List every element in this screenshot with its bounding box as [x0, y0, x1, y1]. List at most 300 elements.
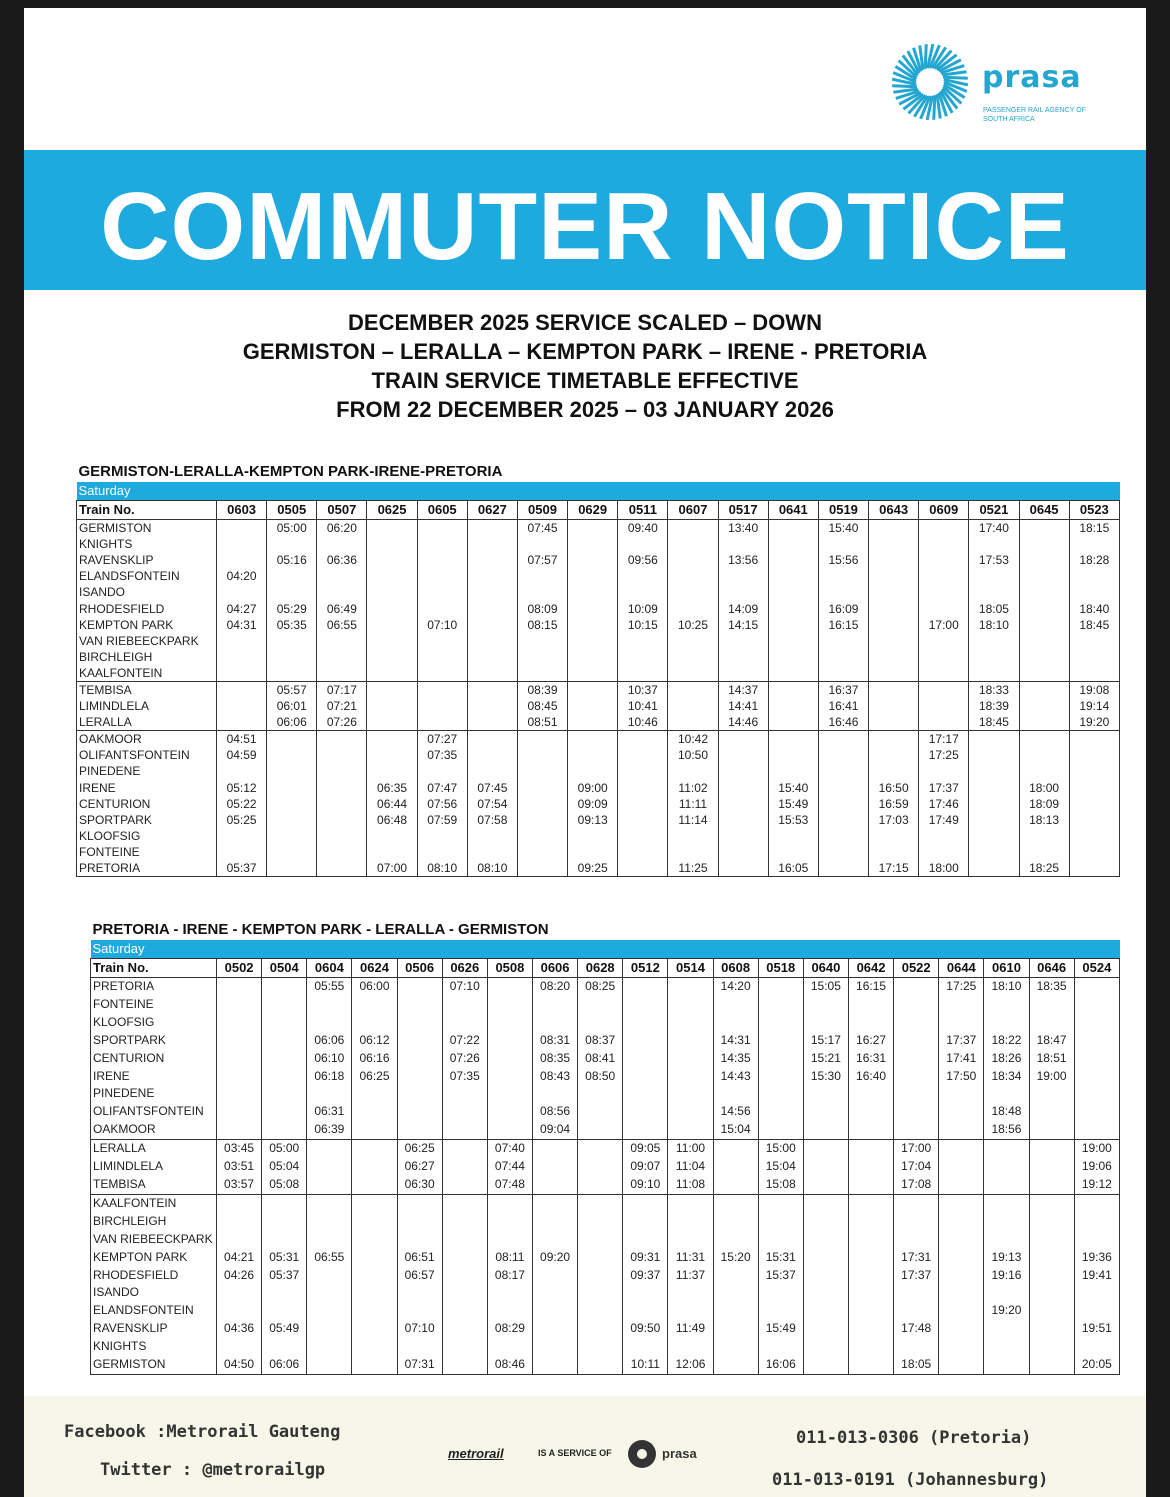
departure-time: 06:06: [307, 1032, 352, 1050]
table-row: [77, 780, 1120, 796]
departure-time: [352, 1320, 397, 1338]
departure-time: [718, 584, 768, 600]
departure-time: [317, 860, 367, 877]
departure-time: [618, 844, 668, 860]
departure-time: [984, 1014, 1029, 1032]
table-row: [91, 1284, 1120, 1302]
departure-time: [367, 552, 417, 568]
departure-time: [317, 780, 367, 796]
departure-time: [532, 1194, 577, 1212]
departure-time: 09:31: [623, 1249, 668, 1267]
departure-time: [307, 1267, 352, 1285]
departure-time: [623, 1194, 668, 1212]
departure-time: [1019, 828, 1069, 844]
departure-time: 07:10: [397, 1320, 442, 1338]
train-number: 0522: [894, 959, 939, 978]
departure-time: [919, 698, 969, 714]
departure-time: [532, 1338, 577, 1356]
departure-time: [487, 1231, 532, 1249]
departure-time: 06:55: [307, 1249, 352, 1267]
departure-time: [517, 780, 567, 796]
departure-time: [803, 1213, 848, 1231]
departure-time: [352, 1356, 397, 1374]
departure-time: [367, 698, 417, 714]
departure-time: [939, 1320, 984, 1338]
departure-time: [939, 1284, 984, 1302]
departure-time: [623, 1302, 668, 1320]
departure-time: [668, 1068, 713, 1086]
departure-time: [442, 1103, 487, 1121]
table-row: [77, 828, 1120, 844]
departure-time: [803, 1176, 848, 1194]
departure-time: [517, 763, 567, 779]
departure-time: 06:06: [267, 714, 317, 731]
departure-time: [939, 1158, 984, 1176]
station-name: OLIFANTSFONTEIN: [91, 1103, 217, 1121]
departure-time: [668, 665, 718, 682]
departure-time: [894, 1213, 939, 1231]
departure-time: 18:26: [984, 1050, 1029, 1068]
departure-time: 11:49: [668, 1320, 713, 1338]
departure-time: [578, 1194, 623, 1212]
departure-time: [517, 665, 567, 682]
departure-time: [397, 1050, 442, 1068]
departure-time: [262, 1014, 307, 1032]
departure-time: [1029, 1158, 1074, 1176]
departure-time: [442, 1176, 487, 1194]
subtitle-line: DECEMBER 2025 SERVICE SCALED – DOWN: [348, 310, 822, 335]
departure-time: [568, 714, 618, 731]
departure-time: [969, 860, 1019, 877]
departure-time: [467, 568, 517, 584]
departure-time: [1074, 1014, 1119, 1032]
departure-time: [1074, 1050, 1119, 1068]
station-name: ISANDO: [77, 584, 217, 600]
departure-time: 05:37: [217, 860, 267, 877]
departure-time: 16:15: [848, 978, 893, 996]
table-row: [91, 1176, 1120, 1194]
departure-time: [848, 1249, 893, 1267]
departure-time: [848, 1085, 893, 1103]
departure-time: [217, 763, 267, 779]
departure-time: [307, 1284, 352, 1302]
departure-time: [919, 536, 969, 552]
departure-time: 18:35: [1029, 978, 1074, 996]
departure-time: [417, 844, 467, 860]
departure-time: [442, 1356, 487, 1374]
departure-time: [713, 1176, 758, 1194]
departure-time: 06:18: [307, 1068, 352, 1086]
departure-time: [442, 1231, 487, 1249]
departure-time: [718, 828, 768, 844]
departure-time: 05:12: [217, 780, 267, 796]
departure-time: [713, 1231, 758, 1249]
departure-time: [267, 633, 317, 649]
departure-time: [939, 1103, 984, 1121]
train-number: 0643: [869, 501, 919, 520]
departure-time: [969, 649, 1019, 665]
table-row: [91, 1121, 1120, 1139]
departure-time: [623, 1231, 668, 1249]
departure-time: 19:20: [984, 1302, 1029, 1320]
station-name: CENTURION: [77, 796, 217, 812]
phone-johannesburg: 011-013-0191 (Johannesburg): [772, 1470, 1049, 1490]
departure-time: [417, 698, 467, 714]
departure-time: [568, 568, 618, 584]
departure-time: [487, 1050, 532, 1068]
departure-time: 06:39: [307, 1121, 352, 1139]
departure-time: [869, 584, 919, 600]
table-row: [77, 665, 1120, 682]
departure-time: 18:45: [1069, 617, 1119, 633]
departure-time: 14:15: [718, 617, 768, 633]
departure-time: [768, 665, 818, 682]
departure-time: 18:10: [984, 978, 1029, 996]
train-number: 0524: [1074, 959, 1119, 978]
departure-time: 15:30: [803, 1068, 848, 1086]
departure-time: [768, 828, 818, 844]
departure-time: [718, 568, 768, 584]
departure-time: [578, 1140, 623, 1158]
departure-time: [668, 996, 713, 1014]
departure-time: 15:17: [803, 1032, 848, 1050]
departure-time: [267, 796, 317, 812]
departure-time: [668, 600, 718, 616]
departure-time: [1019, 681, 1069, 698]
departure-time: [1019, 600, 1069, 616]
departure-time: [367, 536, 417, 552]
departure-time: 07:48: [487, 1176, 532, 1194]
departure-time: 11:00: [668, 1140, 713, 1158]
departure-time: [848, 1176, 893, 1194]
departure-time: [919, 568, 969, 584]
departure-time: [869, 568, 919, 584]
departure-time: [367, 520, 417, 537]
departure-time: [307, 1231, 352, 1249]
departure-time: [217, 844, 267, 860]
departure-time: [267, 747, 317, 763]
departure-time: [894, 1284, 939, 1302]
departure-time: 17:17: [919, 731, 969, 748]
departure-time: [568, 552, 618, 568]
departure-time: 17:04: [894, 1158, 939, 1176]
departure-time: [668, 681, 718, 698]
departure-time: [668, 1338, 713, 1356]
departure-time: 06:00: [352, 978, 397, 996]
metrorail-logo: metrorail: [448, 1446, 504, 1461]
departure-time: [317, 731, 367, 748]
departure-time: [1074, 1103, 1119, 1121]
departure-time: [894, 1103, 939, 1121]
departure-time: 19:20: [1069, 714, 1119, 731]
departure-time: [517, 844, 567, 860]
subtitle-line: TRAIN SERVICE TIMETABLE EFFECTIVE: [371, 368, 799, 393]
departure-time: [713, 996, 758, 1014]
departure-time: [818, 828, 868, 844]
departure-time: [939, 1176, 984, 1194]
departure-time: 07:35: [442, 1068, 487, 1086]
departure-time: [517, 747, 567, 763]
departure-time: [668, 1050, 713, 1068]
departure-time: [487, 1194, 532, 1212]
table-row: [77, 860, 1120, 877]
departure-time: [919, 633, 969, 649]
service-text: IS A SERVICE OF: [538, 1448, 612, 1458]
train-number: 0606: [532, 959, 577, 978]
departure-time: 10:46: [618, 714, 668, 731]
departure-time: 07:22: [442, 1032, 487, 1050]
departure-time: [578, 1249, 623, 1267]
departure-time: [578, 1284, 623, 1302]
departure-time: [869, 552, 919, 568]
departure-time: [984, 1194, 1029, 1212]
table-row: [91, 996, 1120, 1014]
departure-time: [487, 1302, 532, 1320]
train-number: 0640: [803, 959, 848, 978]
departure-time: 07:45: [517, 520, 567, 537]
departure-time: [217, 1068, 262, 1086]
departure-time: 18:15: [1069, 520, 1119, 537]
departure-time: [818, 844, 868, 860]
departure-time: [352, 1176, 397, 1194]
departure-time: [768, 633, 818, 649]
departure-time: [984, 996, 1029, 1014]
departure-time: 09:25: [568, 860, 618, 877]
departure-time: [894, 1231, 939, 1249]
departure-time: 06:55: [317, 617, 367, 633]
departure-time: [939, 1213, 984, 1231]
departure-time: [803, 1249, 848, 1267]
departure-time: 19:13: [984, 1249, 1029, 1267]
departure-time: [718, 860, 768, 877]
departure-time: [1029, 1140, 1074, 1158]
departure-time: [578, 996, 623, 1014]
departure-time: [487, 1014, 532, 1032]
departure-time: [969, 584, 1019, 600]
departure-time: [262, 1231, 307, 1249]
departure-time: [487, 978, 532, 996]
departure-time: [397, 1284, 442, 1302]
departure-time: [894, 1338, 939, 1356]
departure-time: [217, 1032, 262, 1050]
departure-time: [1074, 978, 1119, 996]
departure-time: [848, 1231, 893, 1249]
departure-time: [367, 584, 417, 600]
departure-time: 16:06: [758, 1356, 803, 1374]
departure-time: [668, 1213, 713, 1231]
departure-time: 05:31: [262, 1249, 307, 1267]
departure-time: [217, 1014, 262, 1032]
departure-time: [803, 996, 848, 1014]
departure-time: 06:27: [397, 1158, 442, 1176]
departure-time: [758, 1032, 803, 1050]
departure-time: [352, 1213, 397, 1231]
departure-time: [758, 1014, 803, 1032]
departure-time: [487, 1213, 532, 1231]
departure-time: [1029, 1014, 1074, 1032]
departure-time: [818, 633, 868, 649]
departure-time: 19:14: [1069, 698, 1119, 714]
departure-time: [352, 1284, 397, 1302]
departure-time: 19:00: [1029, 1068, 1074, 1086]
departure-time: [262, 1085, 307, 1103]
departure-time: [367, 665, 417, 682]
departure-time: [217, 978, 262, 996]
departure-time: [367, 714, 417, 731]
departure-time: 12:06: [668, 1356, 713, 1374]
departure-time: [1029, 1320, 1074, 1338]
departure-time: 06:48: [367, 812, 417, 828]
departure-time: [307, 1158, 352, 1176]
departure-time: [668, 828, 718, 844]
timetable-germiston-to-pretoria: [76, 462, 1120, 877]
departure-time: [352, 1085, 397, 1103]
departure-time: [578, 1356, 623, 1374]
departure-time: [442, 1014, 487, 1032]
station-name: PRETORIA: [91, 978, 217, 996]
departure-time: 19:51: [1074, 1320, 1119, 1338]
departure-time: [367, 633, 417, 649]
departure-time: 07:58: [467, 812, 517, 828]
table-row: [91, 1085, 1120, 1103]
departure-time: [803, 1103, 848, 1121]
departure-time: [1019, 633, 1069, 649]
departure-time: [623, 996, 668, 1014]
departure-time: 18:28: [1069, 552, 1119, 568]
prasa-logo: [890, 42, 1090, 122]
departure-time: [623, 1085, 668, 1103]
departure-time: [417, 536, 467, 552]
table-row: [77, 731, 1120, 748]
twitter-handle: Twitter : @metrorailgp: [100, 1460, 326, 1480]
departure-time: 15:56: [818, 552, 868, 568]
departure-time: [803, 1194, 848, 1212]
departure-time: [869, 698, 919, 714]
departure-time: 18:25: [1019, 860, 1069, 877]
departure-time: [939, 1302, 984, 1320]
departure-time: [768, 568, 818, 584]
departure-time: [1069, 828, 1119, 844]
departure-time: [417, 633, 467, 649]
table-row: [91, 1032, 1120, 1050]
departure-time: [367, 600, 417, 616]
departure-time: 14:35: [713, 1050, 758, 1068]
departure-time: [397, 1194, 442, 1212]
departure-time: [668, 1302, 713, 1320]
departure-time: [352, 1338, 397, 1356]
departure-time: [267, 584, 317, 600]
departure-time: [532, 1176, 577, 1194]
departure-time: [803, 1356, 848, 1374]
departure-time: [1074, 1284, 1119, 1302]
departure-time: [1029, 1249, 1074, 1267]
station-name: KLOOFSIG: [91, 1014, 217, 1032]
departure-time: 09:40: [618, 520, 668, 537]
departure-time: [532, 1213, 577, 1231]
departure-time: [397, 1032, 442, 1050]
prasa-mark-icon: [628, 1440, 656, 1468]
table-row: [77, 600, 1120, 616]
departure-time: [532, 1140, 577, 1158]
departure-time: [467, 552, 517, 568]
departure-time: [618, 568, 668, 584]
departure-time: [668, 649, 718, 665]
departure-time: [894, 1032, 939, 1050]
departure-time: [1069, 649, 1119, 665]
departure-time: 17:49: [919, 812, 969, 828]
departure-time: [568, 617, 618, 633]
departure-time: [768, 600, 818, 616]
departure-time: 19:36: [1074, 1249, 1119, 1267]
departure-time: [307, 1140, 352, 1158]
departure-time: [894, 996, 939, 1014]
departure-time: [758, 1068, 803, 1086]
departure-time: [417, 763, 467, 779]
departure-time: 18:22: [984, 1032, 1029, 1050]
station-name: RHODESFIELD: [91, 1267, 217, 1285]
train-number: 0521: [969, 501, 1019, 520]
departure-time: [818, 780, 868, 796]
table-row: [77, 714, 1120, 731]
departure-time: [984, 1085, 1029, 1103]
departure-time: 15:37: [758, 1267, 803, 1285]
departure-time: [984, 1213, 1029, 1231]
departure-time: 04:31: [217, 617, 267, 633]
departure-time: [1074, 1231, 1119, 1249]
departure-time: 05:08: [262, 1176, 307, 1194]
departure-time: 09:04: [532, 1121, 577, 1139]
departure-time: 16:27: [848, 1032, 893, 1050]
station-name: KNIGHTS: [91, 1338, 217, 1356]
departure-time: [307, 1356, 352, 1374]
departure-time: 06:20: [317, 520, 367, 537]
departure-time: [758, 1302, 803, 1320]
departure-time: [818, 649, 868, 665]
departure-time: [1029, 1103, 1074, 1121]
departure-time: [894, 1121, 939, 1139]
departure-time: 07:40: [487, 1140, 532, 1158]
departure-time: [307, 1302, 352, 1320]
departure-time: [578, 1213, 623, 1231]
departure-time: [1069, 860, 1119, 877]
table-row: [91, 1302, 1120, 1320]
departure-time: 18:05: [969, 600, 1019, 616]
table-row: [91, 1320, 1120, 1338]
departure-time: 09:00: [568, 780, 618, 796]
train-number: 0627: [467, 501, 517, 520]
departure-time: 18:10: [969, 617, 1019, 633]
departure-time: 04:26: [217, 1267, 262, 1285]
departure-time: 19:16: [984, 1267, 1029, 1285]
departure-time: [1069, 633, 1119, 649]
departure-time: [568, 649, 618, 665]
departure-time: 05:00: [267, 520, 317, 537]
departure-time: [848, 1194, 893, 1212]
departure-time: [848, 1103, 893, 1121]
departure-time: [517, 536, 567, 552]
departure-time: [517, 812, 567, 828]
departure-time: [919, 844, 969, 860]
departure-time: [618, 649, 668, 665]
departure-time: 15:49: [768, 796, 818, 812]
departure-time: [969, 665, 1019, 682]
departure-time: [317, 812, 367, 828]
departure-time: [803, 1158, 848, 1176]
departure-time: [984, 1176, 1029, 1194]
departure-time: 17:25: [919, 747, 969, 763]
departure-time: 17:03: [869, 812, 919, 828]
departure-time: [894, 1302, 939, 1320]
